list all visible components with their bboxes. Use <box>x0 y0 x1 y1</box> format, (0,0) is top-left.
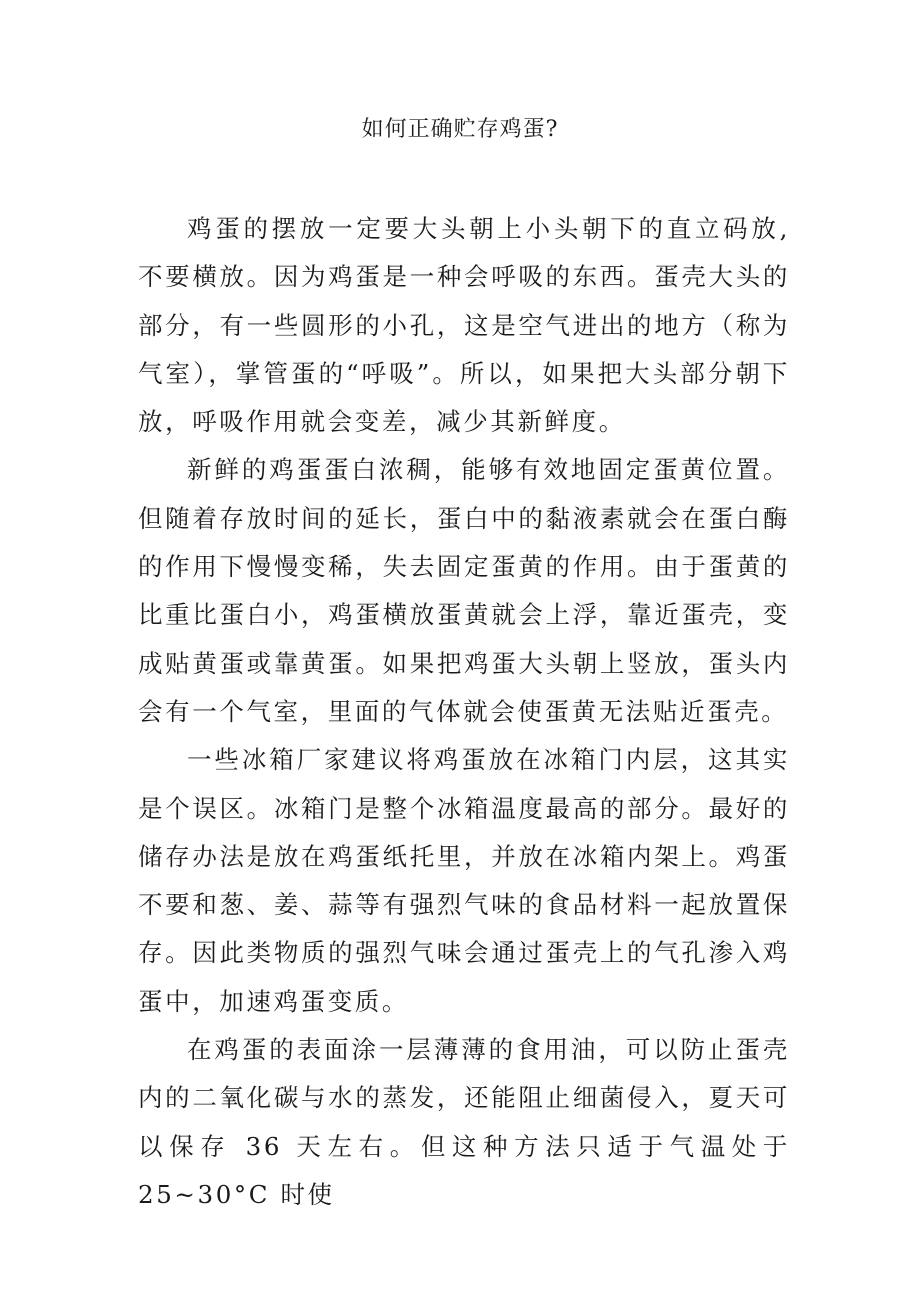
paragraph-3: 一些冰箱厂家建议将鸡蛋放在冰箱门内层，这其实是个误区。冰箱门是整个冰箱温度最高的部分。最好的储存办法是放在鸡蛋纸托里，并放在冰箱内架上。鸡蛋不要和葱、姜、蒜等有强烈气味的食品材料一起放置保存。因此类物质的强烈气味会通过蛋壳上的气孔渗入鸡蛋中，加速鸡蛋变质。 <box>138 745 790 1016</box>
paragraph-4: 在鸡蛋的表面涂一层薄薄的食用油，可以防止蛋壳内的二氧化碳与水的蒸发，还能阻止细菌侵入，夏天可以保存 36 天左右。但这种方法只适于气温处于 25~30°C 时使 <box>138 1035 790 1209</box>
paragraph-1: 鸡蛋的摆放一定要大头朝上小头朝下的直立码放,不要横放。因为鸡蛋是一种会呼吸的东西。蛋壳大头的部分，有一些圆形的小孔，这是空气进出的地方（称为气室），掌管蛋的“呼吸”。所以，如果把大头部分朝下放，呼吸作用就会变差，减少其新鲜度。 <box>138 214 790 437</box>
document-title: 如何正确贮存鸡蛋? <box>361 117 559 142</box>
paragraph-2: 新鲜的鸡蛋蛋白浓稠，能够有效地固定蛋黄位置。但随着存放时间的延长，蛋白中的黏液素就会在蛋白酶的作用下慢慢变稀，失去固定蛋黄的作用。由于蛋黄的比重比蛋白小，鸡蛋横放蛋黄就会上浮，靠近蛋壳，变成贴黄蛋或靠黄蛋。如果把鸡蛋大头朝上竖放，蛋头内会有一个气室，里面的气体就会使蛋黄无法贴近蛋壳。 <box>138 455 790 726</box>
document-body <box>138 205 790 1219</box>
